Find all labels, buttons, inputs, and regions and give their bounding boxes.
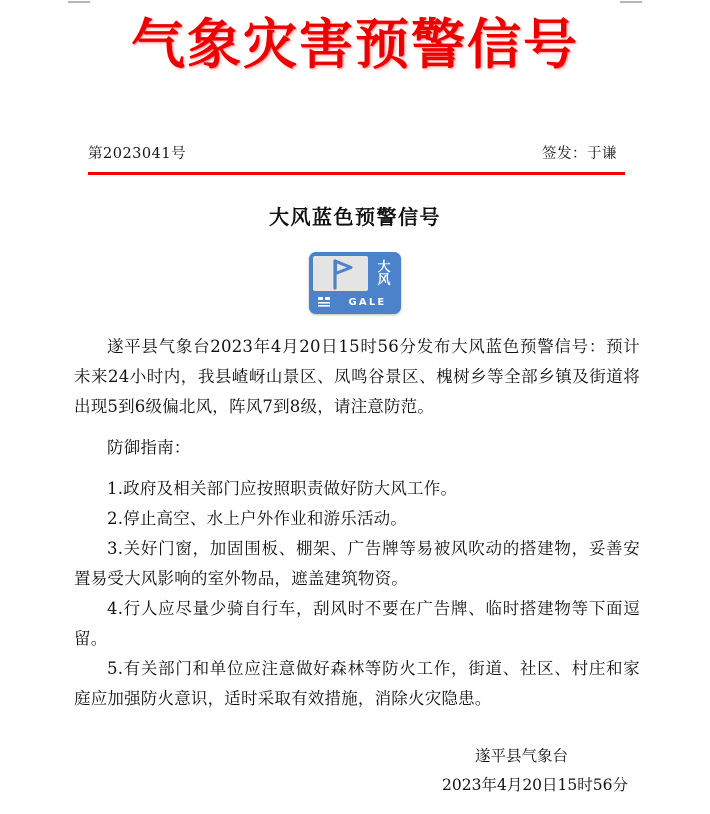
guide-item: 2.停止高空、水上户外作业和游乐活动。 <box>107 509 408 528</box>
issuer-signer: 签发：于谦 <box>542 146 617 162</box>
warning-paragraph: 遂平县气象台2023年4月20日15时56分发布大风蓝色预警信号：预计未来24小时内，我县嵖岈山景区、凤鸣谷景区、槐树乡等全部乡镇及街道将出现5到6级偏北风，阵风7到8级，请注意防范。 <box>74 337 640 416</box>
gale-icon-top-row <box>313 256 397 291</box>
guide-item: 3.关好门窗，加固围板、棚架、广告牌等易被风吹动的搭建物，妥善安置易受大风影响的室外物品，遮盖建筑物资。 <box>74 539 640 588</box>
guide-heading: 防御指南： <box>107 438 191 457</box>
warning-icon-container <box>0 252 710 314</box>
signature-block <box>74 742 640 800</box>
masthead <box>0 12 710 76</box>
guide-item: 1.政府及相关部门应按照职责做好防大风工作。 <box>107 479 458 498</box>
document-number: 第2023041号 <box>88 146 187 162</box>
warning-subtitle: 大风蓝色预警信号 <box>269 205 441 229</box>
page-corner-mark-left <box>68 1 90 3</box>
wind-flag-icon <box>313 256 368 291</box>
gale-char-feng: 风 <box>377 272 391 288</box>
grid-glyph-icon <box>313 294 335 310</box>
document-number-row <box>88 142 625 163</box>
warning-body <box>74 332 640 714</box>
header-divider-rule <box>88 172 625 175</box>
page-corner-mark-right <box>620 1 642 3</box>
issue-datetime: 2023年4月20日15时56分 <box>442 776 628 794</box>
gale-char-da: 大 <box>377 259 391 275</box>
document-title: 气象灾害预警信号 <box>131 12 579 76</box>
guide-item: 5.有关部门和单位应注意做好森林等防火工作，街道、社区、村庄和家庭应加强防火意识，适时采取有效措施，消除火灾隐患。 <box>74 659 640 708</box>
guide-item: 4.行人应尽量少骑自行车，刮风时不要在广告牌、临时搭建物等下面逗留。 <box>74 599 640 648</box>
gale-icon-english-label: GALE <box>348 296 387 308</box>
gale-blue-warning-icon <box>309 252 401 314</box>
gale-icon-chinese-label <box>371 256 397 291</box>
issuing-organization: 遂平县气象台 <box>474 747 568 765</box>
gale-icon-bottom-row <box>313 294 397 310</box>
